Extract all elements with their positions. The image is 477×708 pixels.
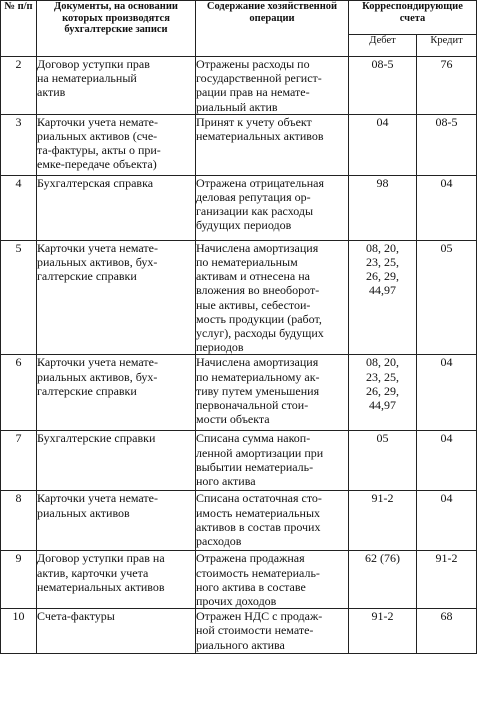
text-line: 08-5 — [435, 114, 458, 129]
row-operation — [196, 491, 349, 551]
row-operation — [196, 355, 349, 431]
text-line: 26, 29, — [366, 383, 399, 398]
text-line: риальных активов (сче- — [37, 129, 158, 144]
text-line: 76 — [440, 57, 453, 71]
text-line: Отражена продажная — [196, 551, 305, 566]
row-documents — [37, 609, 196, 654]
header-credit: Кредит — [417, 34, 477, 56]
text-line: 91-2 — [435, 551, 458, 566]
row-number: 6 — [1, 355, 37, 431]
text-line: 04 — [376, 114, 389, 129]
text-line: 23, 25, — [366, 369, 399, 384]
text-line: имость нематериальных — [196, 505, 321, 520]
text-line: мости объекта — [196, 412, 270, 427]
text-line: активам и отнесена на — [196, 269, 310, 284]
table-row — [1, 175, 477, 240]
text-line: риальных активов, бух- — [37, 255, 158, 270]
text-line: риальный актив — [196, 99, 278, 114]
text-line: Начислена амортизация — [196, 355, 319, 370]
text-line: Отражен НДС с продаж- — [196, 609, 323, 624]
text-line: ного актива — [196, 474, 256, 489]
table-row — [1, 114, 477, 175]
table-row — [1, 57, 477, 115]
row-operation — [196, 609, 349, 654]
text-line: 08-5 — [371, 57, 394, 71]
text-line: Принят к учету объект — [196, 114, 312, 129]
text-line: активов в состав прочих — [196, 519, 321, 534]
row-documents — [37, 240, 196, 355]
header-debit: Дебет — [349, 34, 417, 56]
text-line: Отражены расходы по — [196, 57, 310, 71]
text-line: Карточки учета немате- — [37, 491, 158, 506]
text-line: 05 — [376, 431, 389, 446]
row-operation — [196, 431, 349, 491]
row-credit — [417, 114, 477, 175]
text-line: на нематериальный — [37, 71, 137, 86]
text-line: государственной регист- — [196, 71, 322, 86]
text-line: 44,97 — [369, 283, 396, 298]
row-debit — [349, 355, 417, 431]
text-line: 04 — [440, 431, 453, 446]
text-line: нематериальных активов — [196, 129, 324, 144]
row-number: 9 — [1, 551, 37, 609]
text-line: по нематериальным — [196, 255, 298, 270]
row-documents — [37, 57, 196, 115]
row-credit — [417, 240, 477, 355]
text-line: первоначальной стои- — [196, 398, 309, 413]
row-credit — [417, 609, 477, 654]
row-debit — [349, 551, 417, 609]
text-line: тиву путем уменьшения — [196, 383, 320, 398]
table-row — [1, 551, 477, 609]
text-line: Договор уступки прав — [37, 57, 150, 71]
text-line: та-фактуры, акты о при- — [37, 143, 161, 158]
text-line: деловая репутация ор- — [196, 190, 311, 205]
table-row — [1, 355, 477, 431]
text-line: Списана остаточная сто- — [196, 491, 322, 506]
text-line: 91-2 — [371, 491, 394, 506]
text-line: расходов — [196, 534, 242, 549]
text-line: 05 — [440, 240, 453, 255]
text-line: вложения во внеоборот- — [196, 283, 320, 298]
text-line: будущих периодов — [196, 218, 292, 233]
text-line: 98 — [376, 175, 389, 190]
text-line: Отражена отрицательная — [196, 175, 324, 190]
header-operation: Содержание хозяйственной операции — [196, 1, 349, 57]
text-line: галтерские справки — [37, 383, 137, 398]
text-line: Карточки учета немате- — [37, 355, 158, 370]
row-debit — [349, 491, 417, 551]
text-line: 91-2 — [371, 609, 394, 624]
table-row — [1, 431, 477, 491]
text-line: 08, 20, — [366, 240, 399, 255]
text-line: услуг), расходы будущих — [196, 326, 324, 341]
text-line: ной стоимости немате- — [196, 623, 314, 638]
row-documents — [37, 551, 196, 609]
text-line: рации прав на немате- — [196, 85, 310, 100]
row-credit — [417, 355, 477, 431]
row-number: 5 — [1, 240, 37, 355]
text-line: Договор уступки прав на — [37, 551, 165, 566]
text-line: Счета-фактуры — [37, 609, 115, 624]
text-line: риальных активов, бух- — [37, 369, 158, 384]
text-line: 04 — [440, 355, 453, 370]
row-number: 4 — [1, 175, 37, 240]
table-row — [1, 609, 477, 654]
header-documents: Документы, на основании которых производятся бухгалтерские записи — [37, 1, 196, 57]
text-line: ганизации как расходы — [196, 204, 314, 219]
row-credit — [417, 57, 477, 115]
text-line: емке-передаче объекта) — [37, 157, 157, 172]
row-operation — [196, 114, 349, 175]
text-line: Бухгалтерские справки — [37, 431, 156, 446]
text-line: ного актива в составе — [196, 579, 306, 594]
text-line: Бухгалтерская справка — [37, 175, 154, 190]
table-row — [1, 491, 477, 551]
text-line: актив, карточки учета — [37, 565, 149, 580]
row-operation — [196, 57, 349, 115]
row-credit — [417, 491, 477, 551]
row-debit — [349, 431, 417, 491]
text-line: Списана сумма накоп- — [196, 431, 311, 446]
text-line: выбытии нематериаль- — [196, 459, 314, 474]
table-row — [1, 240, 477, 355]
text-line: Начислена амортизация — [196, 240, 319, 255]
text-line: 08, 20, — [366, 355, 399, 370]
text-line: ленной амортизации при — [196, 445, 324, 460]
text-line: Карточки учета немате- — [37, 114, 158, 129]
row-debit — [349, 609, 417, 654]
row-documents — [37, 175, 196, 240]
text-line: 04 — [440, 491, 453, 506]
row-number: 2 — [1, 57, 37, 115]
row-documents — [37, 491, 196, 551]
row-credit — [417, 431, 477, 491]
text-line: 68 — [440, 609, 453, 624]
row-debit — [349, 57, 417, 115]
row-number: 3 — [1, 114, 37, 175]
text-line: риального актива — [196, 637, 285, 652]
row-debit — [349, 240, 417, 355]
row-documents — [37, 355, 196, 431]
table-body — [1, 57, 477, 654]
header-corresponding-accounts: Корреспондирующие счета — [349, 1, 477, 35]
text-line: 26, 29, — [366, 269, 399, 284]
text-line: риальных активов — [37, 505, 130, 520]
text-line: по нематериальному ак- — [196, 369, 320, 384]
text-line: актив — [37, 85, 66, 100]
row-number: 8 — [1, 491, 37, 551]
text-line: прочих доходов — [196, 594, 277, 609]
row-operation — [196, 551, 349, 609]
row-debit — [349, 175, 417, 240]
row-operation — [196, 175, 349, 240]
text-line: 44,97 — [369, 398, 396, 413]
text-line: ные активы, себестои- — [196, 297, 311, 312]
row-operation — [196, 240, 349, 355]
text-line: мость продукции (работ, — [196, 311, 322, 326]
text-line: стоимость нематериаль- — [196, 565, 320, 580]
row-number: 7 — [1, 431, 37, 491]
row-debit — [349, 114, 417, 175]
table-header — [1, 1, 477, 57]
header-number: № п/п — [1, 1, 37, 57]
text-line: периодов — [196, 340, 244, 355]
row-documents — [37, 431, 196, 491]
row-number: 10 — [1, 609, 37, 654]
text-line: 04 — [440, 175, 453, 190]
text-line: 23, 25, — [366, 255, 399, 270]
text-line: галтерские справки — [37, 269, 137, 284]
row-credit — [417, 551, 477, 609]
row-credit — [417, 175, 477, 240]
text-line: нематериальных активов — [37, 579, 165, 594]
row-documents — [37, 114, 196, 175]
text-line: 62 (76) — [365, 551, 400, 566]
text-line: Карточки учета немате- — [37, 240, 158, 255]
